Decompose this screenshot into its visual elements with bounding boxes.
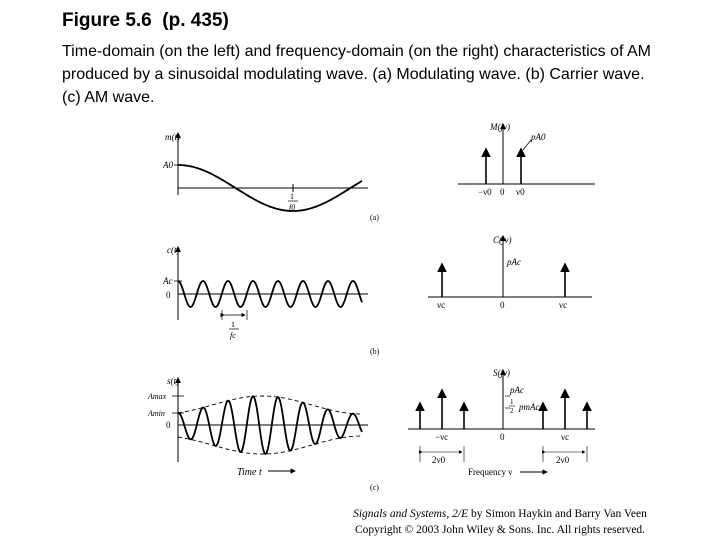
m-t-label: m(t) bbox=[165, 132, 180, 142]
spacing-right-label: 2ν0 bbox=[556, 455, 570, 465]
spacing-left-label: 2ν0 bbox=[432, 455, 446, 465]
c-tick-pos: νc bbox=[561, 432, 570, 442]
half-den: 2 bbox=[510, 407, 514, 415]
a-period-num: 1 bbox=[290, 192, 294, 201]
panel-b-freq bbox=[428, 235, 592, 310]
book-authors: by Simon Haykin and Barry Van Veen bbox=[468, 508, 647, 520]
a-tick-pos: ν0 bbox=[516, 187, 525, 197]
panel-c-time bbox=[147, 376, 379, 492]
time-t-label: Time t bbox=[237, 467, 262, 478]
pa0-label: pA0 bbox=[531, 132, 546, 142]
c-zero-label: 0 bbox=[166, 420, 171, 430]
panel-c-freq bbox=[408, 368, 595, 477]
pac-label-b: pAc bbox=[507, 257, 521, 267]
book-title: Signals and Systems, 2/E bbox=[353, 508, 469, 520]
panel-a-time bbox=[162, 132, 379, 222]
a-tick-zero: 0 bbox=[500, 187, 505, 197]
b-period-num: 1 bbox=[231, 320, 235, 329]
panel-b-time bbox=[162, 245, 380, 356]
figure-title: Figure 5.6 (p. 435) bbox=[62, 10, 229, 31]
book-credit bbox=[330, 506, 670, 538]
a-period-den: f0 bbox=[289, 203, 296, 212]
panel-a-tag: (a) bbox=[370, 213, 379, 222]
pmac-label: pmAc bbox=[519, 402, 540, 412]
amin-label: Amin bbox=[148, 409, 165, 418]
a-tick-neg: −ν0 bbox=[478, 187, 492, 197]
c-tick-zero: 0 bbox=[500, 432, 505, 442]
b-period-den: fc bbox=[230, 331, 236, 340]
panel-b-tag: (b) bbox=[370, 347, 380, 356]
frequency-label: Frequency ν bbox=[468, 467, 513, 477]
amax-label: Amax bbox=[148, 392, 167, 401]
b-tick-zero: 0 bbox=[500, 300, 505, 310]
c-t-label: c(t) bbox=[167, 245, 180, 255]
m-jv-label: M(jν) bbox=[490, 122, 510, 132]
s-t-label: s(t) bbox=[167, 376, 179, 386]
half-num: 1 bbox=[510, 398, 514, 406]
pac-label-c: pAc bbox=[510, 385, 524, 395]
s-jv-label: S(jν) bbox=[493, 368, 510, 378]
b-tick-neg: νc bbox=[437, 300, 446, 310]
b-tick-pos: νc bbox=[559, 300, 568, 310]
figure-caption: Time-domain (on the left) and frequency-domain (on the right) characteristics of AM produced by a sinusoidal modulating wave. (a) Modulating wave. (b) Carrier wave. (c) AM wave. bbox=[62, 43, 651, 106]
c-tick-neg: −νc bbox=[435, 432, 449, 442]
panel-a-freq bbox=[458, 122, 595, 197]
ac-label: Ac bbox=[163, 276, 173, 286]
copyright-line: Copyright © 2003 John Wiley & Sons. Inc. All rights reserved. bbox=[354, 524, 646, 536]
c-jv-label: C(jν) bbox=[493, 235, 512, 245]
b-zero-label: 0 bbox=[166, 290, 171, 300]
panel-c-tag: (c) bbox=[370, 483, 379, 492]
a0-label: A0 bbox=[163, 160, 173, 170]
